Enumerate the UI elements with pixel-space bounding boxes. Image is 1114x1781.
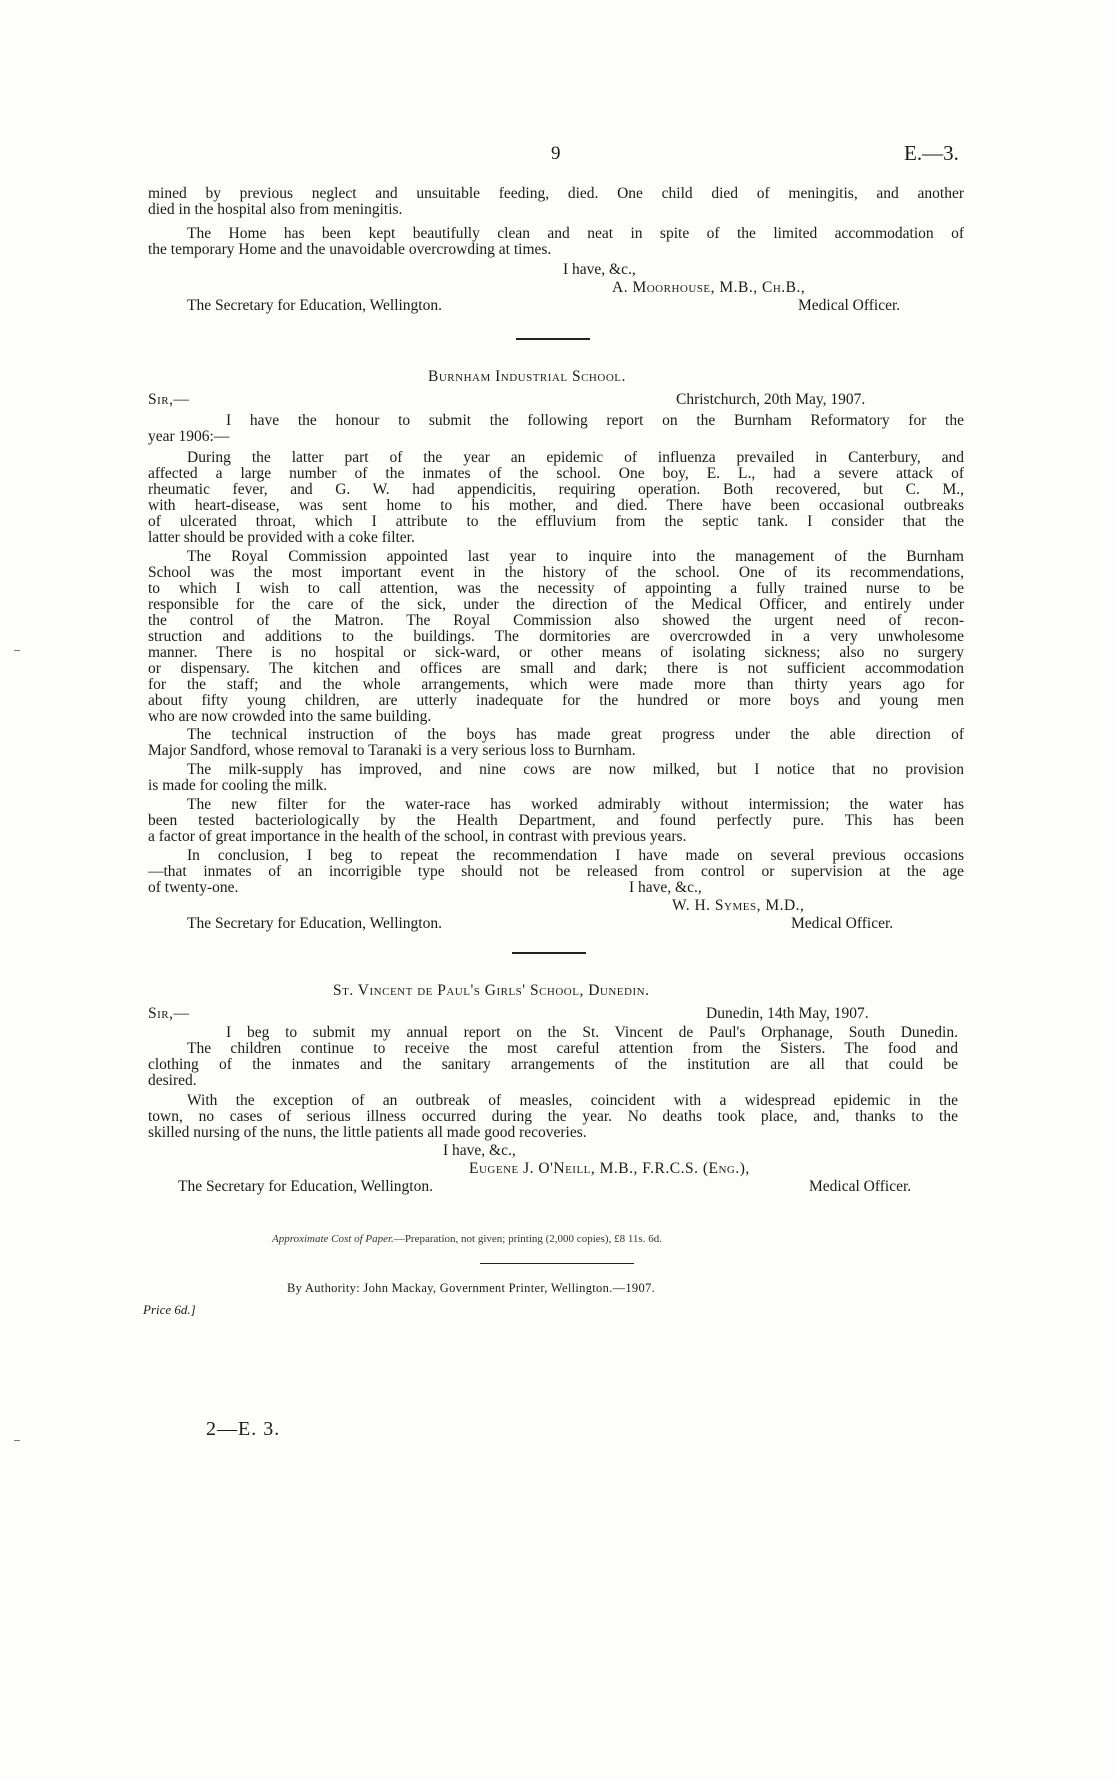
- signature: A. Moorhouse, M.B., Ch.B.,: [612, 279, 806, 296]
- text-line: is made for cooling the milk.: [148, 777, 328, 794]
- cost-note: [272, 1233, 662, 1245]
- section-divider: [512, 952, 586, 954]
- section-heading: Burnham Industrial School.: [428, 368, 626, 385]
- text-line: been tested bacteriologically by the Health Department, and found perfectly pure. This has been: [148, 812, 964, 829]
- text-line: —that inmates of an incorrigible type should not be released from control or supervision at the age: [148, 863, 964, 880]
- text-line: School was the most important event in the history of the school. One of its recommendations,: [148, 564, 964, 581]
- text-line: desired.: [148, 1072, 197, 1089]
- section-heading: St. Vincent de Paul's Girls' School, Dunedin.: [333, 982, 650, 999]
- text-line: During the latter part of the year an epidemic of influenza prevailed in Canterbury, and: [187, 449, 964, 466]
- footer-divider: [480, 1263, 634, 1264]
- catalog-number: 2—E. 3.: [206, 1418, 281, 1440]
- text-line: clothing of the inmates and the sanitary arrangements of the institution are all that could be: [148, 1056, 958, 1073]
- printer-authority: By Authority: John Mackay, Government Printer, Wellington.—1907.: [287, 1281, 656, 1295]
- text-line: The Royal Commission appointed last year to inquire into the management of the Burnham: [187, 548, 964, 565]
- cost-text: —Preparation, not given; printing (2,000 copies), £8 11s. 6d.: [393, 1233, 662, 1245]
- text-line: With the exception of an outbreak of measles, coincident with a widespread epidemic in the: [187, 1092, 958, 1109]
- text-line: Major Sandford, whose removal to Taranaki is a very serious loss to Burnham.: [148, 742, 636, 759]
- text-line: about fifty young children, are utterly inadequate for the hundred or more boys and young men: [148, 692, 964, 709]
- text-line: struction and additions to the buildings. The dormitories are overcrowded in a very unwholesome: [148, 628, 964, 645]
- text-line: mined by previous neglect and unsuitable feeding, died. One child died of meningitis, and another: [148, 185, 964, 202]
- salutation: Sir,—: [148, 391, 190, 408]
- cost-label: Approximate Cost of Paper.: [272, 1233, 394, 1245]
- signatory-title: Medical Officer.: [791, 915, 894, 932]
- text-line: latter should be provided with a coke filter.: [148, 529, 415, 546]
- text-line: year 1906:—: [148, 428, 230, 445]
- text-line: died in the hospital also from meningitis.: [148, 201, 403, 218]
- addressee: The Secretary for Education, Wellington.: [178, 1178, 433, 1195]
- text-line: skilled nursing of the nuns, the little patients all made good recoveries.: [148, 1124, 587, 1141]
- letter-date: Dunedin, 14th May, 1907.: [706, 1005, 869, 1022]
- section-divider: [516, 338, 590, 340]
- signatory-title: Medical Officer.: [809, 1178, 912, 1195]
- text-line: to which I wish to call attention, was the necessity of appointing a fully trained nurse to be: [148, 580, 964, 597]
- addressee: The Secretary for Education, Wellington.: [187, 297, 442, 314]
- signatory-title: Medical Officer.: [798, 297, 901, 314]
- signature: Eugene J. O'Neill, M.B., F.R.C.S. (Eng.),: [469, 1160, 750, 1177]
- text-line: the control of the Matron. The Royal Commission also showed the urgent need of recon-: [148, 612, 964, 629]
- text-line: responsible for the care of the sick, under the direction of the Medical Officer, and entirely under: [148, 596, 964, 613]
- text-line: The technical instruction of the boys has made great progress under the able direction of: [187, 726, 964, 743]
- text-line: for the staff; and the whole arrangements, which were made more than thirty years ago for: [148, 676, 964, 693]
- text-line: rheumatic fever, and G. W. had appendicitis, requiring operation. Both recovered, but C. M.,: [148, 481, 964, 498]
- margin-mark: [14, 1440, 20, 1441]
- text-line: I have the honour to submit the following report on the Burnham Reformatory for the: [226, 412, 964, 429]
- salutation: Sir,—: [148, 1005, 190, 1022]
- text-line: The milk-supply has improved, and nine cows are now milked, but I notice that no provision: [187, 761, 964, 778]
- text-line: with heart-disease, was sent home to his mother, and died. There have been occasional outbreaks: [148, 497, 964, 514]
- text-line: a factor of great importance in the health of the school, in contrast with previous years.: [148, 828, 687, 845]
- page-number: 9: [551, 143, 561, 164]
- closing: I have, &c.,: [629, 879, 702, 896]
- document-reference: E.—3.: [904, 141, 959, 165]
- text-line: The new filter for the water-race has worked admirably without intermission; the water has: [187, 796, 964, 813]
- closing: I have, &c.,: [563, 261, 636, 278]
- text-line: The children continue to receive the most careful attention from the Sisters. The food and: [187, 1040, 958, 1057]
- text-line: or dispensary. The kitchen and offices are small and dark; there is not sufficient accommodation: [148, 660, 964, 677]
- text-line: of twenty-one.: [148, 879, 239, 896]
- text-line: the temporary Home and the unavoidable overcrowding at times.: [148, 241, 552, 258]
- text-line: of ulcerated throat, which I attribute to the effluvium from the septic tank. I consider that the: [148, 513, 964, 530]
- text-line: who are now crowded into the same building.: [148, 708, 432, 725]
- margin-mark: [14, 650, 20, 651]
- text-line: I beg to submit my annual report on the St. Vincent de Paul's Orphanage, South Dunedin.: [226, 1024, 958, 1041]
- text-line: affected a large number of the inmates of the school. One boy, E. L., had a severe attack of: [148, 465, 964, 482]
- text-line: town, no cases of serious illness occurred during the year. No deaths took place, and, thanks to the: [148, 1108, 958, 1125]
- price: Price 6d.]: [143, 1302, 196, 1317]
- text-line: The Home has been kept beautifully clean and neat in spite of the limited accommodation of: [187, 225, 964, 242]
- addressee: The Secretary for Education, Wellington.: [187, 915, 442, 932]
- text-line: manner. There is no hospital or sick-ward, or other means of isolating sickness; also no surgery: [148, 644, 964, 661]
- letter-date: Christchurch, 20th May, 1907.: [676, 391, 866, 408]
- closing: I have, &c.,: [443, 1142, 516, 1159]
- text-line: In conclusion, I beg to repeat the recommendation I have made on several previous occasions: [187, 847, 964, 864]
- signature: W. H. Symes, M.D.,: [672, 897, 805, 914]
